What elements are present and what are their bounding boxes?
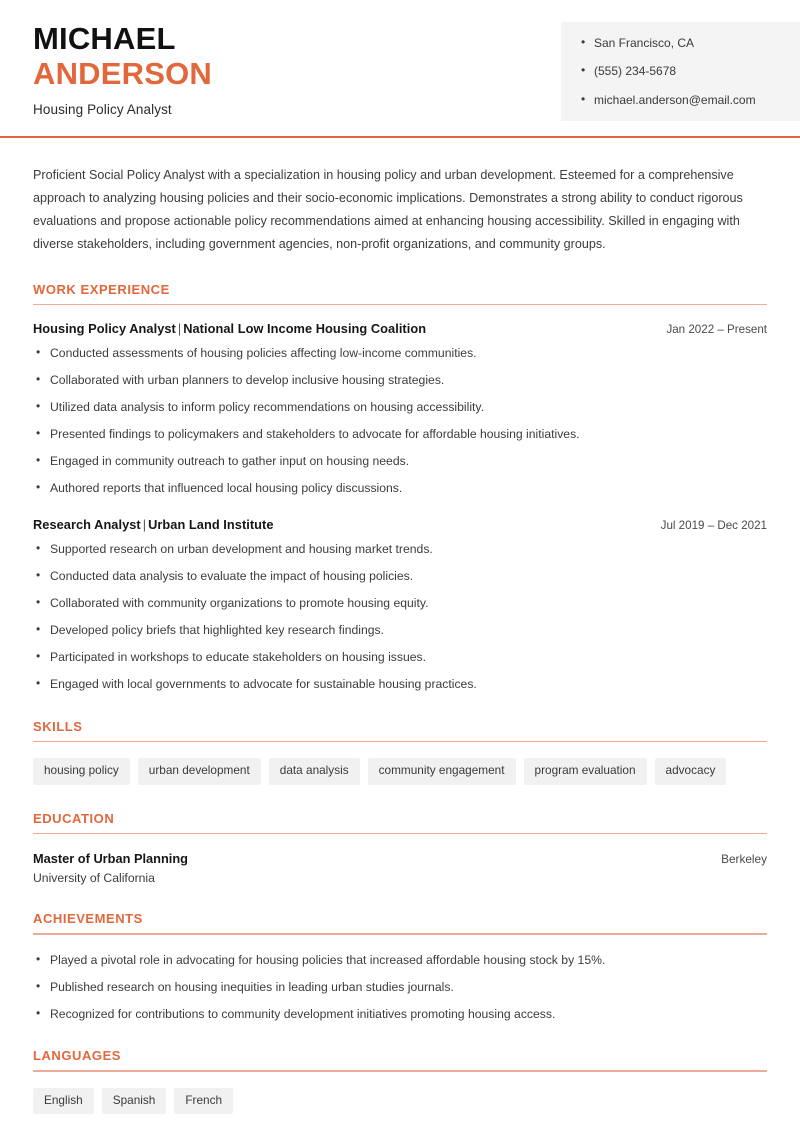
bullet-item: • Conducted assessments of housing policies affecting low-income communities. (33, 345, 767, 361)
section-rule (33, 933, 767, 935)
bullet-item: • Conducted data analysis to evaluate the impact of housing policies. (33, 568, 767, 584)
bullet-item: • Published research on housing inequities in leading urban studies journals. (33, 979, 767, 995)
achievements-bullets (33, 952, 767, 1022)
skill-chip: advocacy (655, 758, 727, 785)
bullet-item: • Recognized for contributions to community development initiatives promoting housing access. (33, 1006, 767, 1022)
skill-chip: housing policy (33, 758, 130, 785)
bullet-item: • Participated in workshops to educate stakeholders on housing issues. (33, 649, 767, 665)
resume-body (0, 164, 800, 1114)
section-title-education: EDUCATION (33, 810, 115, 826)
bullet-item: • Authored reports that influenced local housing policy discussions. (33, 480, 767, 496)
skill-chip: urban development (138, 758, 261, 785)
first-name: MICHAEL (33, 21, 176, 56)
experience-bullets (33, 541, 767, 692)
experience-role: Housing Policy Analyst (33, 321, 176, 337)
experience-company: National Low Income Housing Coalition (183, 321, 427, 337)
education-school: University of California (33, 871, 155, 886)
experience-company: Urban Land Institute (148, 517, 274, 533)
section-rule (33, 741, 767, 743)
section-rule (33, 833, 767, 835)
experience-entry-header (33, 321, 767, 336)
bullet-item: • Presented findings to policymakers and stakeholders to advocate for affordable housing initiatives. (33, 426, 767, 442)
professional-summary: Proficient Social Policy Analyst with a specialization in housing policy and urban development. Esteemed for a comprehensive approach to analyzing housing policies and their socio-economic implications. Demonstrates a strong ability to conduct rigorous evaluations and propose actionable policy recommendations aimed at enhancing housing accessibility. Skilled in engaging with diverse stakeholders, including government agencies, non-profit organizations, and community groups. (33, 168, 743, 251)
experience-bullets (33, 345, 767, 496)
experience-date: Jan 2022 – Present (666, 323, 767, 337)
languages-chip-row (33, 1088, 767, 1115)
section-title-skills: SKILLS (33, 718, 83, 734)
education-location: Berkeley (721, 852, 767, 867)
language-chip: English (33, 1088, 94, 1115)
language-chip: French (174, 1088, 233, 1115)
bullet-item: • Utilized data analysis to inform policy recommendations on housing accessibility. (33, 399, 767, 415)
experience-entry-header (33, 517, 767, 532)
skill-chip: data analysis (269, 758, 360, 785)
experience-title-line (33, 321, 426, 336)
section-achievements (33, 911, 767, 1022)
bullet-item: • Engaged in community outreach to gather input on housing needs. (33, 453, 767, 469)
experience-role: Research Analyst (33, 517, 141, 533)
header-divider (0, 136, 800, 138)
experience-entry (33, 321, 767, 496)
title-separator: | (142, 517, 147, 533)
contact-item-phone: • (555) 234-5678 (581, 64, 784, 78)
contact-panel (561, 22, 800, 121)
experience-date: Jul 2019 – Dec 2021 (660, 519, 767, 533)
contact-item-email: • michael.anderson@email.com (581, 93, 784, 107)
bullet-item: • Developed policy briefs that highlighted key research findings. (33, 622, 767, 638)
language-chip: Spanish (102, 1088, 167, 1115)
skill-chip: program evaluation (524, 758, 647, 785)
section-title-work-experience: WORK EXPERIENCE (33, 281, 170, 297)
section-education (33, 811, 767, 886)
section-title-languages: LANGUAGES (33, 1048, 122, 1064)
job-title-subtitle: Housing Policy Analyst (33, 102, 172, 118)
section-rule (33, 1070, 767, 1072)
resume-header (0, 0, 800, 132)
identity-block (0, 22, 212, 117)
bullet-item: • Supported research on urban development and housing market trends. (33, 541, 767, 557)
education-degree: Master of Urban Planning (33, 851, 188, 867)
bullet-item: • Collaborated with urban planners to develop inclusive housing strategies. (33, 372, 767, 388)
bullet-item: • Collaborated with community organizations to promote housing equity. (33, 595, 767, 611)
section-skills (33, 719, 767, 785)
skills-chip-row (33, 758, 767, 785)
last-name: ANDERSON (33, 55, 213, 91)
experience-entry (33, 517, 767, 692)
bullet-item: • Played a pivotal role in advocating for housing policies that increased affordable housing stock by 15%. (33, 952, 767, 968)
title-separator: | (177, 321, 182, 337)
skill-chip: community engagement (368, 758, 516, 785)
section-title-achievements: ACHIEVEMENTS (33, 911, 143, 927)
section-work-experience (33, 282, 767, 693)
section-languages (33, 1048, 767, 1114)
education-entry-header (33, 851, 767, 866)
experience-title-line (33, 517, 274, 532)
contact-item-location: • San Francisco, CA (581, 36, 784, 50)
education-entry (33, 851, 767, 885)
section-rule (33, 304, 767, 306)
bullet-item: • Engaged with local governments to advocate for sustainable housing practices. (33, 676, 767, 692)
contact-list (581, 36, 784, 107)
